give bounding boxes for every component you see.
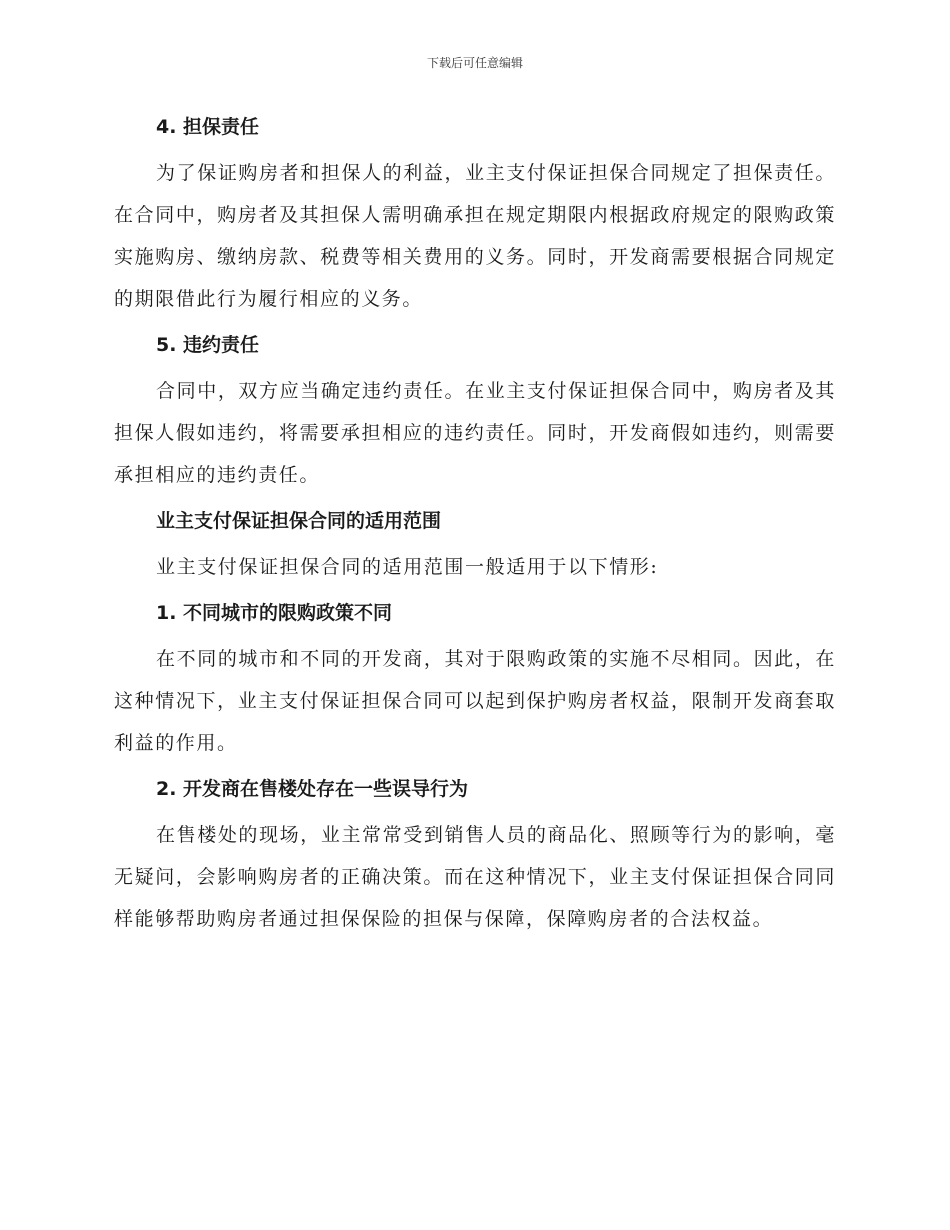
section-heading-city-policy: 1. 不同城市的限购政策不同: [156, 602, 393, 624]
section-heading-misleading-sales: 2. 开发商在售楼处存在一些误导行为: [156, 778, 469, 800]
paragraph-city-policy: 在不同的城市和不同的开发商，其对于限购政策的实施不尽相同。因此，在这种情况下，业主支付保证担保合同可以起到保护购房者权益，限制开发商套取利益的作用。: [114, 648, 836, 754]
page-header: 下载后可任意编辑: [426, 56, 523, 70]
paragraph-guarantee-liability: 为了保证购房者和担保人的利益，业主支付保证担保合同规定了担保责任。在合同中，购房者及其担保人需明确承担在规定期限内根据政府规定的限购政策实施购房、缴纳房款、税费等相关费用的义务。同时，开发商需要根据合同规定的期限借此行为履行相应的义务。: [114, 162, 836, 310]
paragraph-scope-intro: 业主支付保证担保合同的适用范围一般适用于以下情形:: [156, 556, 659, 578]
section-heading-scope: 业主支付保证担保合同的适用范围: [156, 510, 442, 532]
section-heading-breach-liability: 5. 违约责任: [156, 334, 260, 356]
paragraph-breach-liability: 合同中，双方应当确定违约责任。在业主支付保证担保合同中，购房者及其担保人假如违约，将需要承担相应的违约责任。同时，开发商假如违约，则需要承担相应的违约责任。: [114, 380, 836, 486]
paragraph-misleading-sales: 在售楼处的现场，业主常常受到销售人员的商品化、照顾等行为的影响，毫无疑问，会影响购房者的正确决策。而在这种情况下，业主支付保证担保合同同样能够帮助购房者通过担保保险的担保与保障，保障购房者的合法权益。: [114, 824, 836, 930]
document-body: [114, 105, 836, 943]
section-heading-guarantee-liability: 4. 担保责任: [156, 116, 260, 138]
